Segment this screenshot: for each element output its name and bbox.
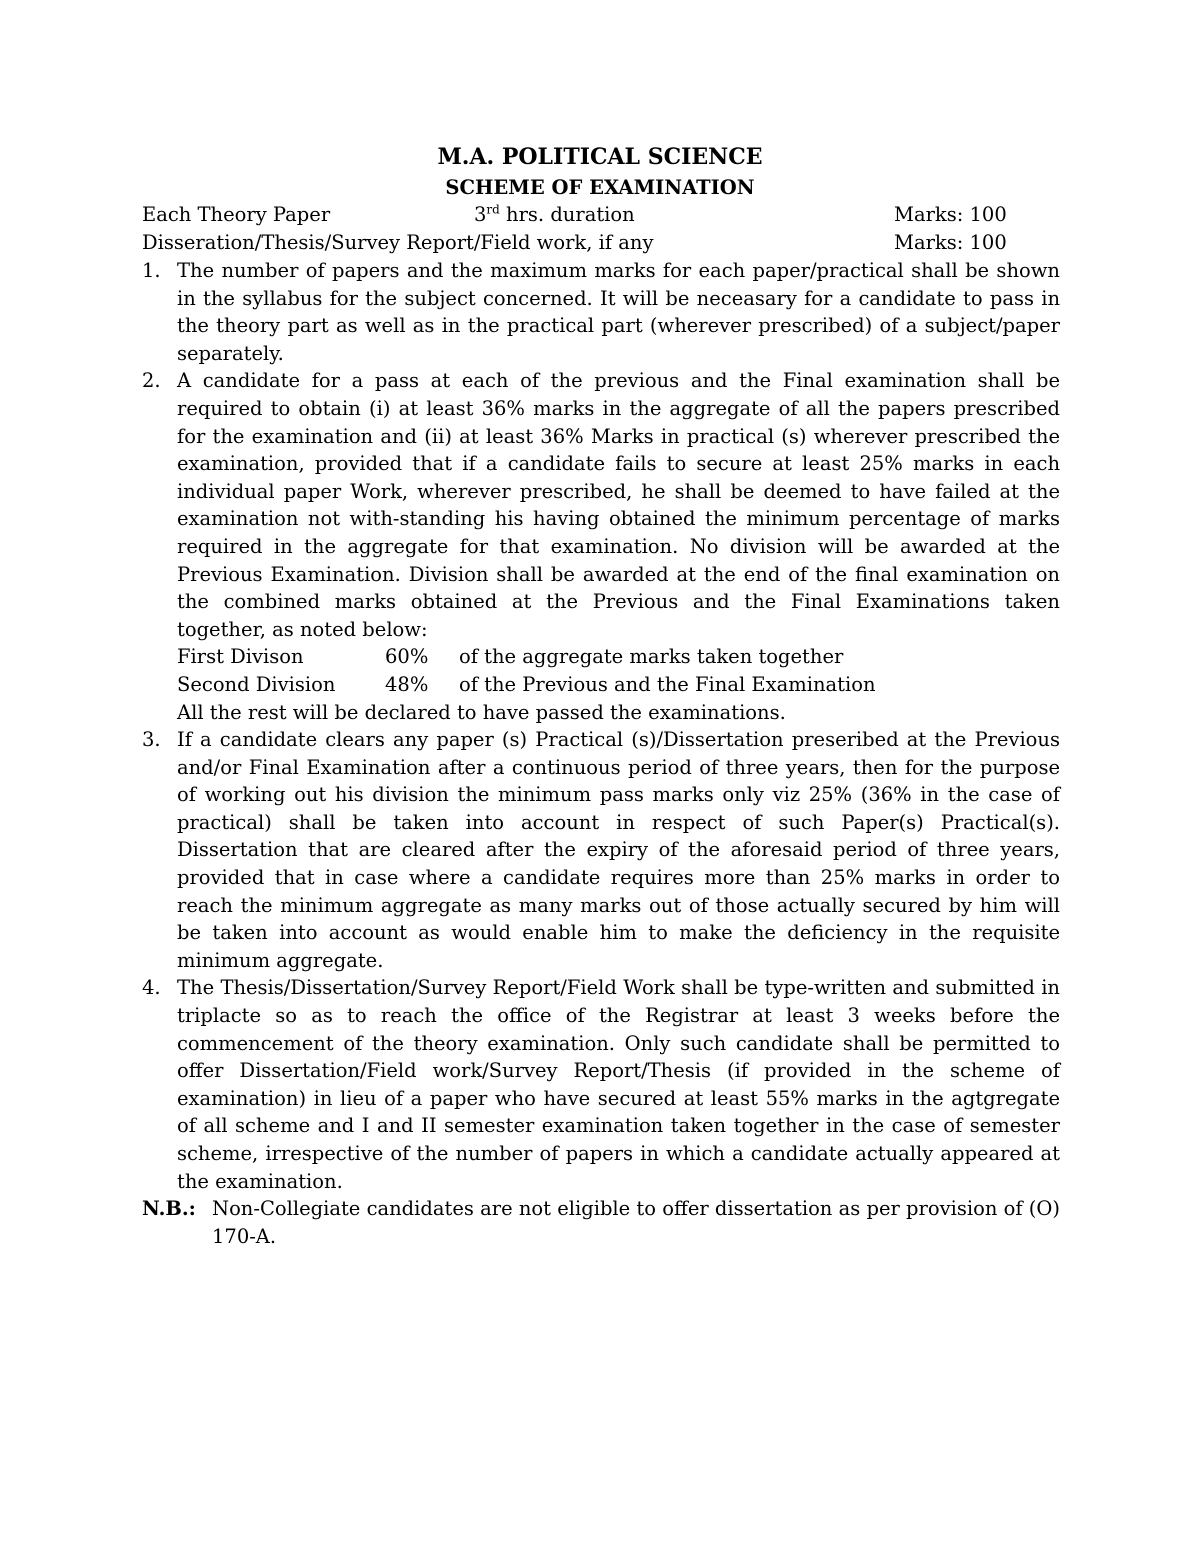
division-description: of the Previous and the Final Examination — [459, 672, 876, 696]
marks-value: Marks: 100 — [894, 231, 1007, 254]
marks-row-label: Disseration/Thesis/Survey Report/Field work, if any — [142, 231, 654, 254]
division-description: of the aggregate marks taken together — [459, 645, 844, 669]
list-item — [142, 257, 1060, 367]
list-item — [142, 974, 1060, 1195]
division-row — [177, 671, 1060, 699]
division-row — [177, 643, 1060, 671]
list-item-text: The Thesis/Dissertation/Survey Report/Field Work shall be type-written and submitted in triplacte so as to reach the office of the Registrar at least 3 weeks before the commencement of the theory examination. Only such candidate shall be permitted to offer Dissertation/Field work/Survey Report/Thesis (if provided in the scheme of examination) in lieu of a paper who have secured at least 55% marks in the agtgregate of all scheme and I and II semester examination taken together in the case of semester scheme, irrespective of the number of papers in which a candidate actually appeared at the examination. — [177, 976, 1060, 1193]
list-item-number: 1. — [142, 259, 161, 282]
rules-list — [142, 257, 1060, 1250]
division-table — [177, 643, 1060, 698]
marks-row-dissertation — [142, 229, 1062, 256]
marks-row-theory — [142, 201, 1062, 228]
division-percent: 48% — [385, 672, 429, 696]
list-item-text: The number of papers and the maximum marks for each paper/practical shall be shown in the syllabus for the subject concerned. It will be neceasary for a candidate to pass in the theory part as well as in the practical part (wherever prescribed) of a subject/paper separately. — [177, 259, 1060, 365]
duration-text: 3rd hrs. duration — [474, 202, 635, 226]
list-item-number: 3. — [142, 728, 161, 752]
document-title: M.A. POLITICAL SCIENCE — [437, 144, 763, 170]
list-item — [142, 726, 1060, 974]
note-label: N.B.: — [142, 1197, 196, 1221]
list-item-closing: All the rest will be declared to have passed the examinations. — [177, 700, 786, 724]
list-item-number: 2. — [142, 369, 161, 393]
division-percent: 60% — [385, 645, 429, 669]
document-subtitle: SCHEME OF EXAMINATION — [445, 176, 755, 199]
division-name: Second Division — [177, 672, 336, 696]
note-text: Non-Collegiate candidates are not eligible to offer dissertation as per provision of (O) 170-A. — [212, 1197, 1060, 1248]
list-item-number: 4. — [142, 976, 161, 1000]
marks-row-label: Each Theory Paper — [142, 203, 331, 226]
marks-value: Marks: 100 — [894, 203, 1007, 226]
note-block — [142, 1195, 1060, 1250]
list-item-text: If a candidate clears any paper (s) Practical (s)/Dissertation preseribed at the Previous and/or Final Examination after a continuous period of three years, then for the purpose of working out his division the minimum pass marks only viz 25% (36% in the case of practical) shall be taken into account in respect of such Paper(s) Practical(s). Dissertation that are cleared after the expiry of the aforesaid period of three years, provided that in case where a candidate requires more than 25% marks in order to reach the minimum aggregate as many marks out of those actually secured by him will be taken into account as would enable him to make the deficiency in the requisite minimum aggregate. — [177, 728, 1060, 972]
division-name: First Divison — [177, 645, 304, 669]
list-item-text: A candidate for a pass at each of the previous and the Final examination shall be required to obtain (i) at least 36% marks in the aggregate of all the papers prescribed for the examination and (ii) at least 36% Marks in practical (s) wherever prescribed the examination, provided that if a candidate fails to secure at least 25% marks in each individual paper Work, wherever prescribed, he shall be deemed to have failed at the examination not with-standing his having obtained the minimum percentage of marks required in the aggregate for that examination. No division will be awarded at the Previous Examination. Division shall be awarded at the end of the final examination on the combined marks obtained at the Previous and the Final Examinations taken together, as noted below: — [177, 369, 1060, 641]
list-item — [142, 367, 1060, 726]
